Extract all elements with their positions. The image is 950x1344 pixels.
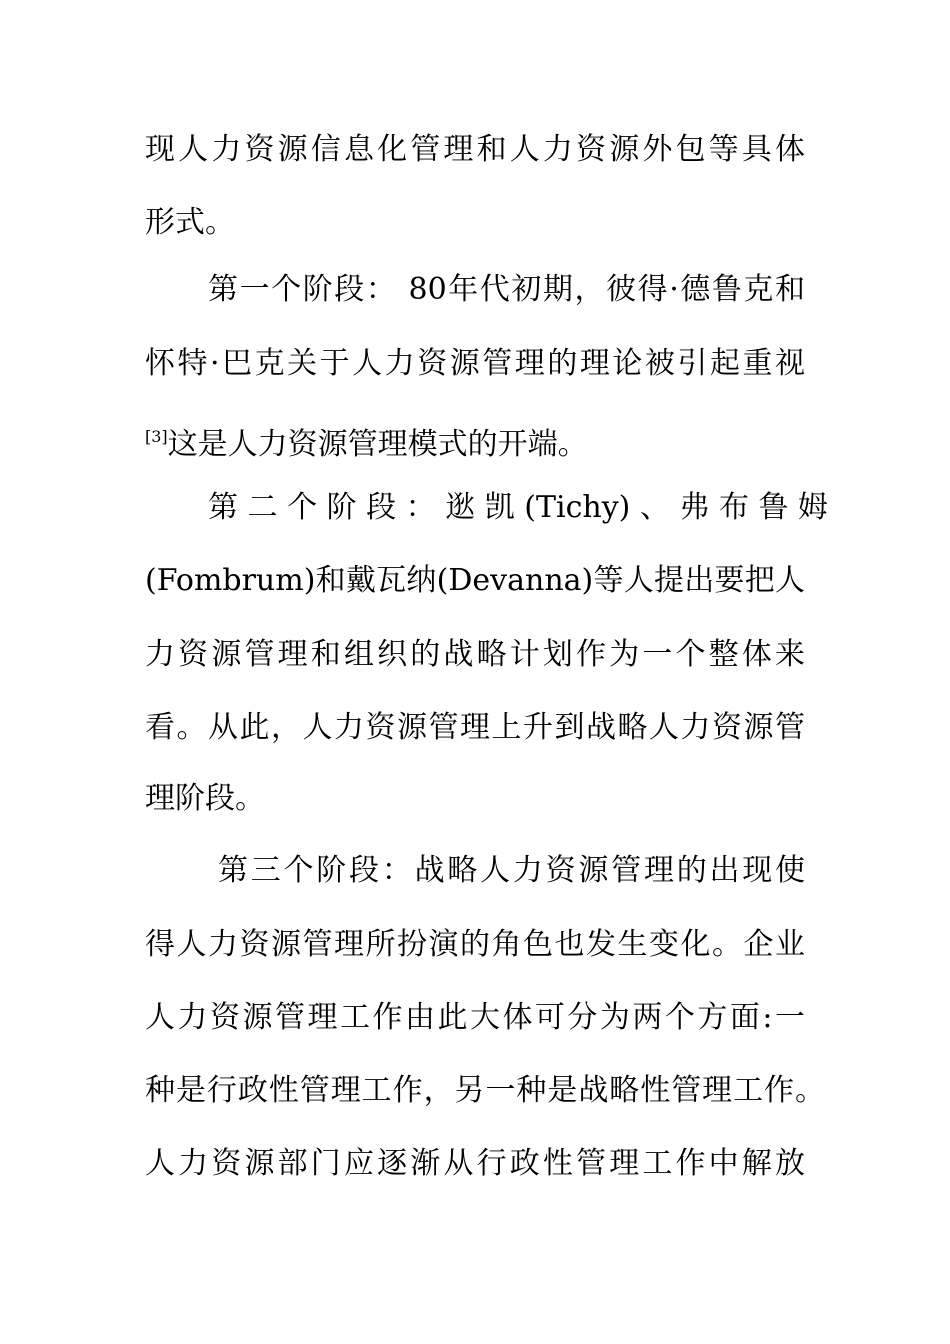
text-line-9: 看。从此，人力资源管理上升到战略人力资源管 — [145, 710, 805, 745]
text-line-4: 怀特·巴克关于人力资源管理的理论被引起重视 — [145, 346, 805, 381]
text-line-14: 种是行政性管理工作，另一种是战略性管理工作。 — [145, 1073, 825, 1108]
citation-marker: [3] — [145, 427, 168, 446]
text-line-3: 第一个阶段： 80年代初期，彼得·德鲁克和 — [208, 272, 805, 307]
text-line-11: 第三个阶段：战略人力资源管理的出现使 — [218, 853, 805, 888]
text-line-2: 形式。 — [145, 205, 235, 240]
text-line-8: 力资源管理和组织的战略计划作为一个整体来 — [145, 637, 805, 672]
text-line-6: 第 二 个 阶 段 ： 逖 凯 (Tichy) 、 弗 布 鲁 姆 — [208, 490, 829, 525]
text-line-7: (Fombrum)和戴瓦纳(Devanna)等人提出要把人 — [145, 563, 805, 598]
text-line-12: 得人力资源管理所扮演的角色也发生变化。企业 — [145, 927, 805, 962]
text-line-1: 现人力资源信息化管理和人力资源外包等具体 — [145, 132, 805, 167]
text-line-5-body: 这是人力资源管理模式的开端。 — [167, 427, 588, 462]
text-line-5 — [145, 417, 805, 465]
text-line-15: 人力资源部门应逐渐从行政性管理工作中解放 — [145, 1146, 805, 1181]
text-line-13: 人力资源管理工作由此大体可分为两个方面:一 — [145, 1000, 805, 1035]
text-line-10: 理阶段。 — [145, 781, 265, 816]
